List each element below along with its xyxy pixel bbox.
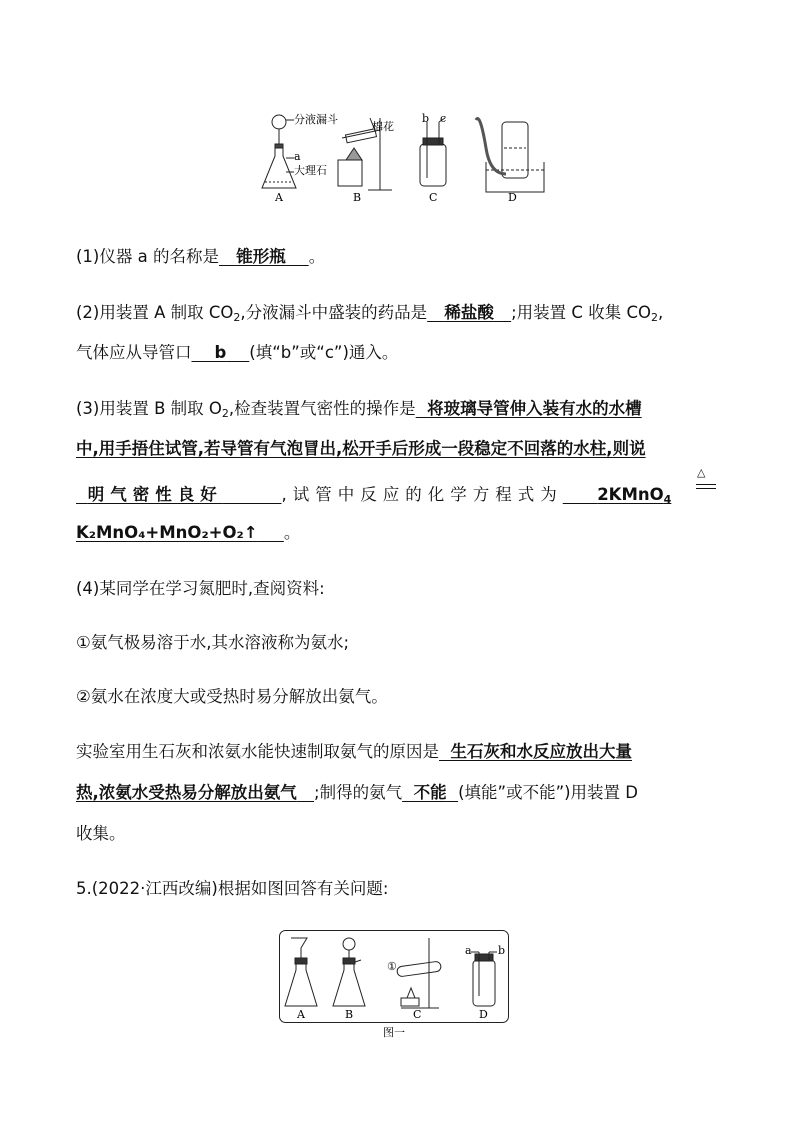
- equals-line-bottom: [696, 488, 716, 489]
- fig2-caption: 图一: [383, 1026, 405, 1039]
- label-A: A: [275, 191, 283, 204]
- question-4-line-3: 收集。: [76, 824, 126, 843]
- fig2-label-C: C: [413, 1008, 422, 1021]
- question-4-intro: (4)某同学在学习氮肥时,查阅资料:: [76, 579, 325, 598]
- apparatus-1-svg: [250, 108, 550, 204]
- triangle-symbol: △: [697, 466, 706, 479]
- label-a: a: [294, 150, 301, 163]
- q4-answer-1: 生石灰和水反应放出大量: [450, 742, 632, 761]
- fig2-label-circle1: ①: [387, 960, 397, 973]
- question-3-line-4: K₂MnO₄+MnO₂+O₂↑ 。: [76, 523, 301, 542]
- question-2-line-1: (2)用装置 A 制取 $CO_2$,分液漏斗中盛装的药品是 稀盐酸 ;用装置 C 收集 $CO_2$,: [76, 303, 664, 324]
- question-4-fact-2: ②氨水在浓度大或受热时易分解放出氨气。: [76, 687, 388, 706]
- q3-answer-3: 明气密性良好: [87, 485, 223, 504]
- label-funnel: 分液漏斗: [294, 113, 338, 126]
- q3-equation-part-1: 2KMnO$_4$: [597, 485, 672, 506]
- q3-answer-1: 将玻璃导管伸入装有水的水槽: [427, 399, 642, 418]
- question-4-line-1: 实验室用生石灰和浓氨水能快速制取氨气的原因是 生石灰和水反应放出大量: [76, 742, 632, 761]
- fig2-label-B: B: [345, 1008, 354, 1021]
- apparatus-figure-2: [279, 930, 509, 1040]
- apparatus-2-svg: [279, 930, 509, 1040]
- fig2-label-a: a: [465, 944, 472, 957]
- q1-answer: 锥形瓶: [236, 247, 286, 266]
- q1-suffix: 。: [308, 247, 326, 266]
- fig2-label-b: b: [498, 944, 506, 957]
- question-3-line-2: [76, 438, 646, 460]
- q1-prefix: (1)仪器 a 的名称是: [76, 247, 219, 266]
- label-marble: 大理石: [294, 164, 327, 177]
- label-D: D: [508, 191, 517, 204]
- q2-answer-2: b: [214, 343, 227, 362]
- question-4-fact-1: ①氨气极易溶于水,其水溶液称为氨水;: [76, 633, 350, 652]
- question-3-line-1: (3)用装置 B 制取 $O_2$,检查装置气密性的操作是 将玻璃导管伸入装有水的水槽: [76, 399, 642, 420]
- question-2-line-2: 气体应从导管口 b (填“b”或“c”)通入。: [76, 343, 399, 362]
- label-b: b: [422, 112, 430, 125]
- question-3-line-3: 明气密性良好 ,试管中反应的化学方程式为 2KMnO$_4$: [76, 484, 671, 506]
- question-5: 5.(2022·江西改编)根据如图回答有关问题:: [76, 879, 389, 898]
- question-1: [76, 246, 325, 268]
- label-c: c: [440, 112, 447, 125]
- q3-equation-part-2: K₂MnO₄+MnO₂+O₂↑: [76, 523, 258, 542]
- label-C: C: [429, 191, 438, 204]
- q2-answer-1: 稀盐酸: [444, 303, 494, 322]
- fig2-label-A: A: [297, 1008, 305, 1021]
- label-B: B: [353, 191, 362, 204]
- label-cotton: 棉花: [372, 120, 394, 133]
- q4-answer-3: 不能: [413, 783, 447, 802]
- q3-answer-2: 中,用手捂住试管,若导管有气泡冒出,松开手后形成一段稳定不回落的水柱,则说: [76, 439, 646, 458]
- fig2-label-D: D: [479, 1008, 488, 1021]
- q4-answer-2: 热,浓氨水受热易分解放出氨气: [76, 783, 297, 802]
- apparatus-figure-1: [250, 108, 550, 204]
- equals-line-top: [696, 484, 716, 485]
- question-4-line-2: 热,浓氨水受热易分解放出氨气 ;制得的氨气 不能 (填能”或不能”)用装置 D: [76, 783, 638, 802]
